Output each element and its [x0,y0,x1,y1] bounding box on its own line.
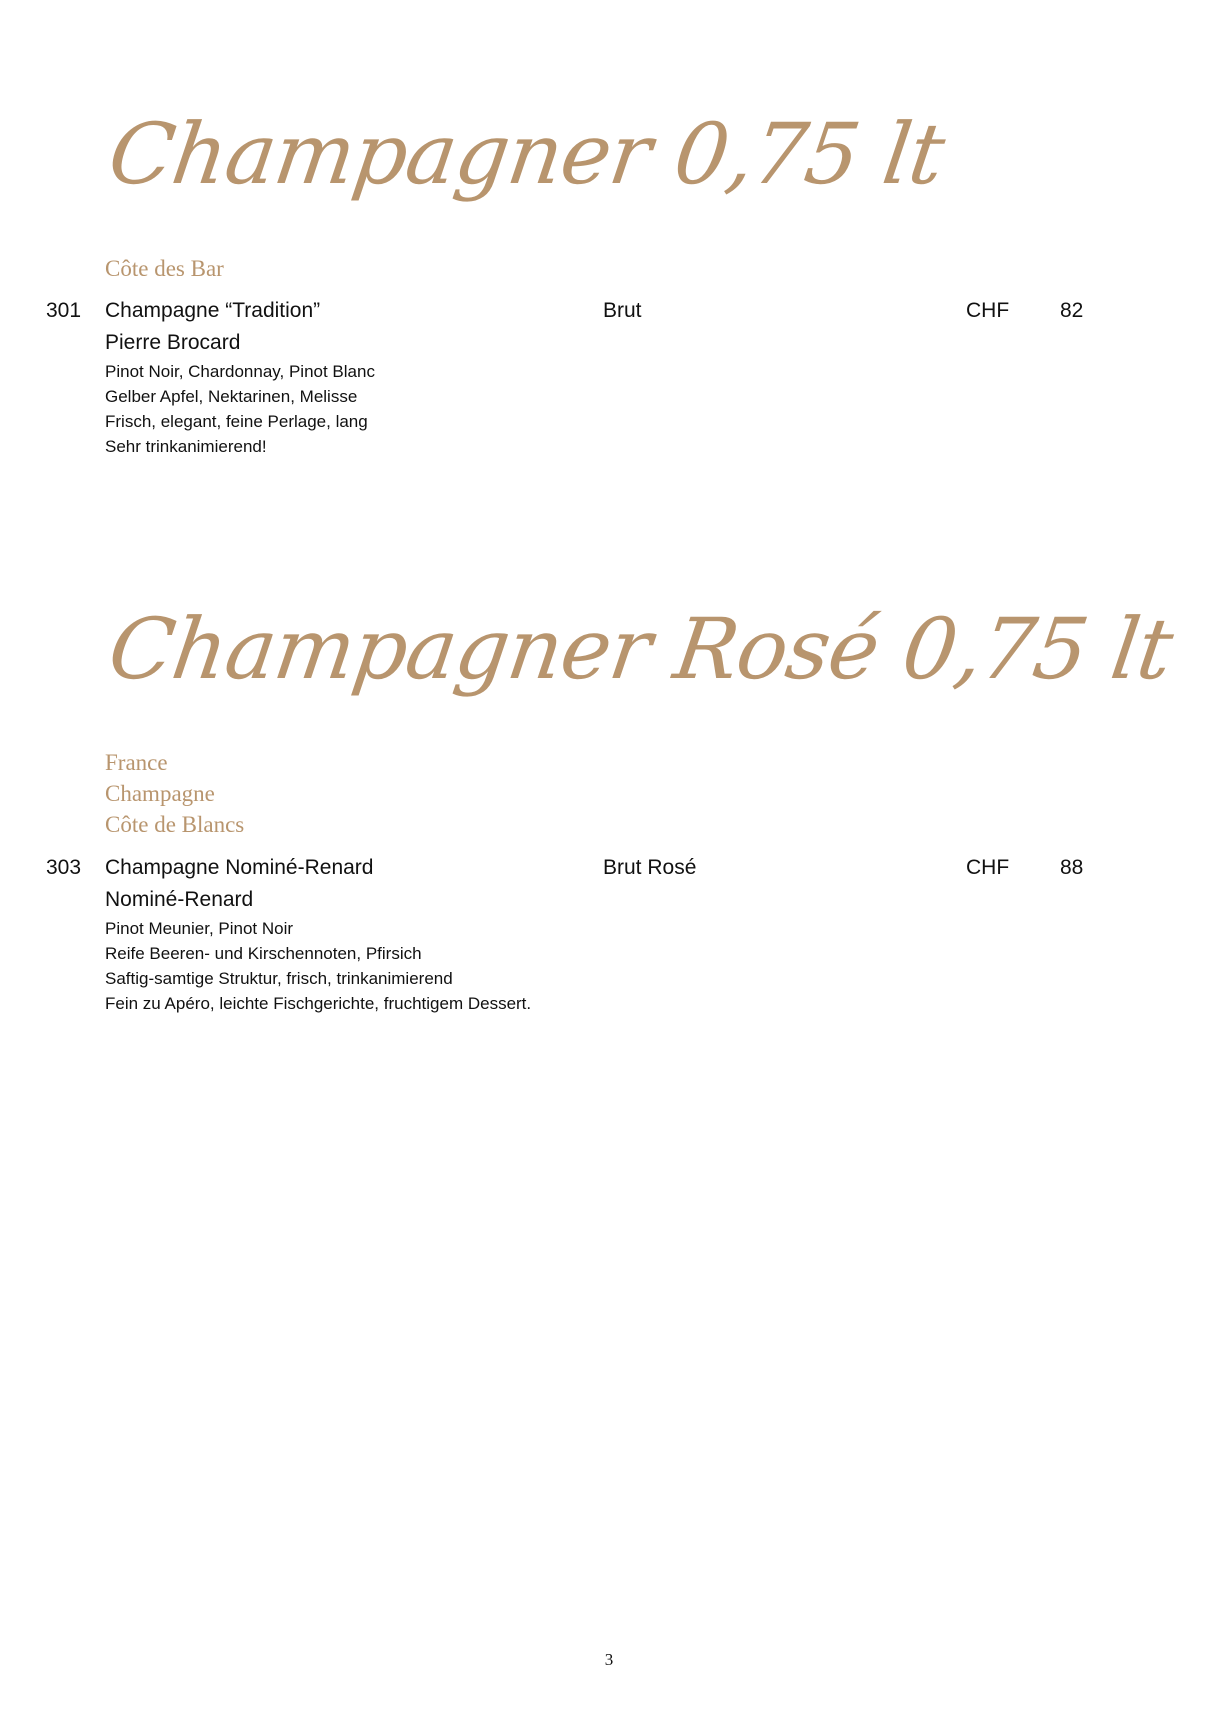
wine-currency: CHF [966,299,1010,322]
wine-name: Champagne “Tradition” [105,299,321,322]
wine-note: Pinot Meunier, Pinot Noir [105,919,294,938]
wine-note: Gelber Apfel, Nektarinen, Melisse [105,387,358,406]
wine-number: 301 [46,299,82,322]
wine-notes [105,916,531,1016]
region-label: Côte de Blancs [105,812,245,837]
section-title: Champagner 0,75 lt [103,105,950,203]
wine-style: Brut Rosé [603,856,697,879]
region-label: Champagne [105,781,215,806]
wine-notes [105,359,375,459]
wine-note: Frisch, elegant, feine Perlage, lang [105,412,368,431]
section-title: Champagner Rosé 0,75 lt [103,600,1178,698]
wine-style: Brut [603,299,642,322]
wine-note: Pinot Noir, Chardonnay, Pinot Blanc [105,362,375,381]
page-number: 3 [604,1650,614,1669]
wine-producer: Nominé-Renard [105,888,254,911]
wine-note: Saftig-samtige Struktur, frisch, trinkanimierend [105,969,453,988]
wine-price: 82 [1060,299,1084,322]
wine-note: Fein zu Apéro, leichte Fischgerichte, fruchtigem Dessert. [105,994,532,1013]
wine-producer: Pierre Brocard [105,331,241,354]
region-label: Côte des Bar [105,256,224,281]
wine-note: Sehr trinkanimierend! [105,437,267,456]
wine-name: Champagne Nominé-Renard [105,856,374,879]
region-label: France [105,750,168,775]
wine-note: Reife Beeren- und Kirschennoten, Pfirsich [105,944,422,963]
wine-price: 88 [1060,856,1084,879]
wine-currency: CHF [966,856,1010,879]
wine-number: 303 [46,856,82,879]
